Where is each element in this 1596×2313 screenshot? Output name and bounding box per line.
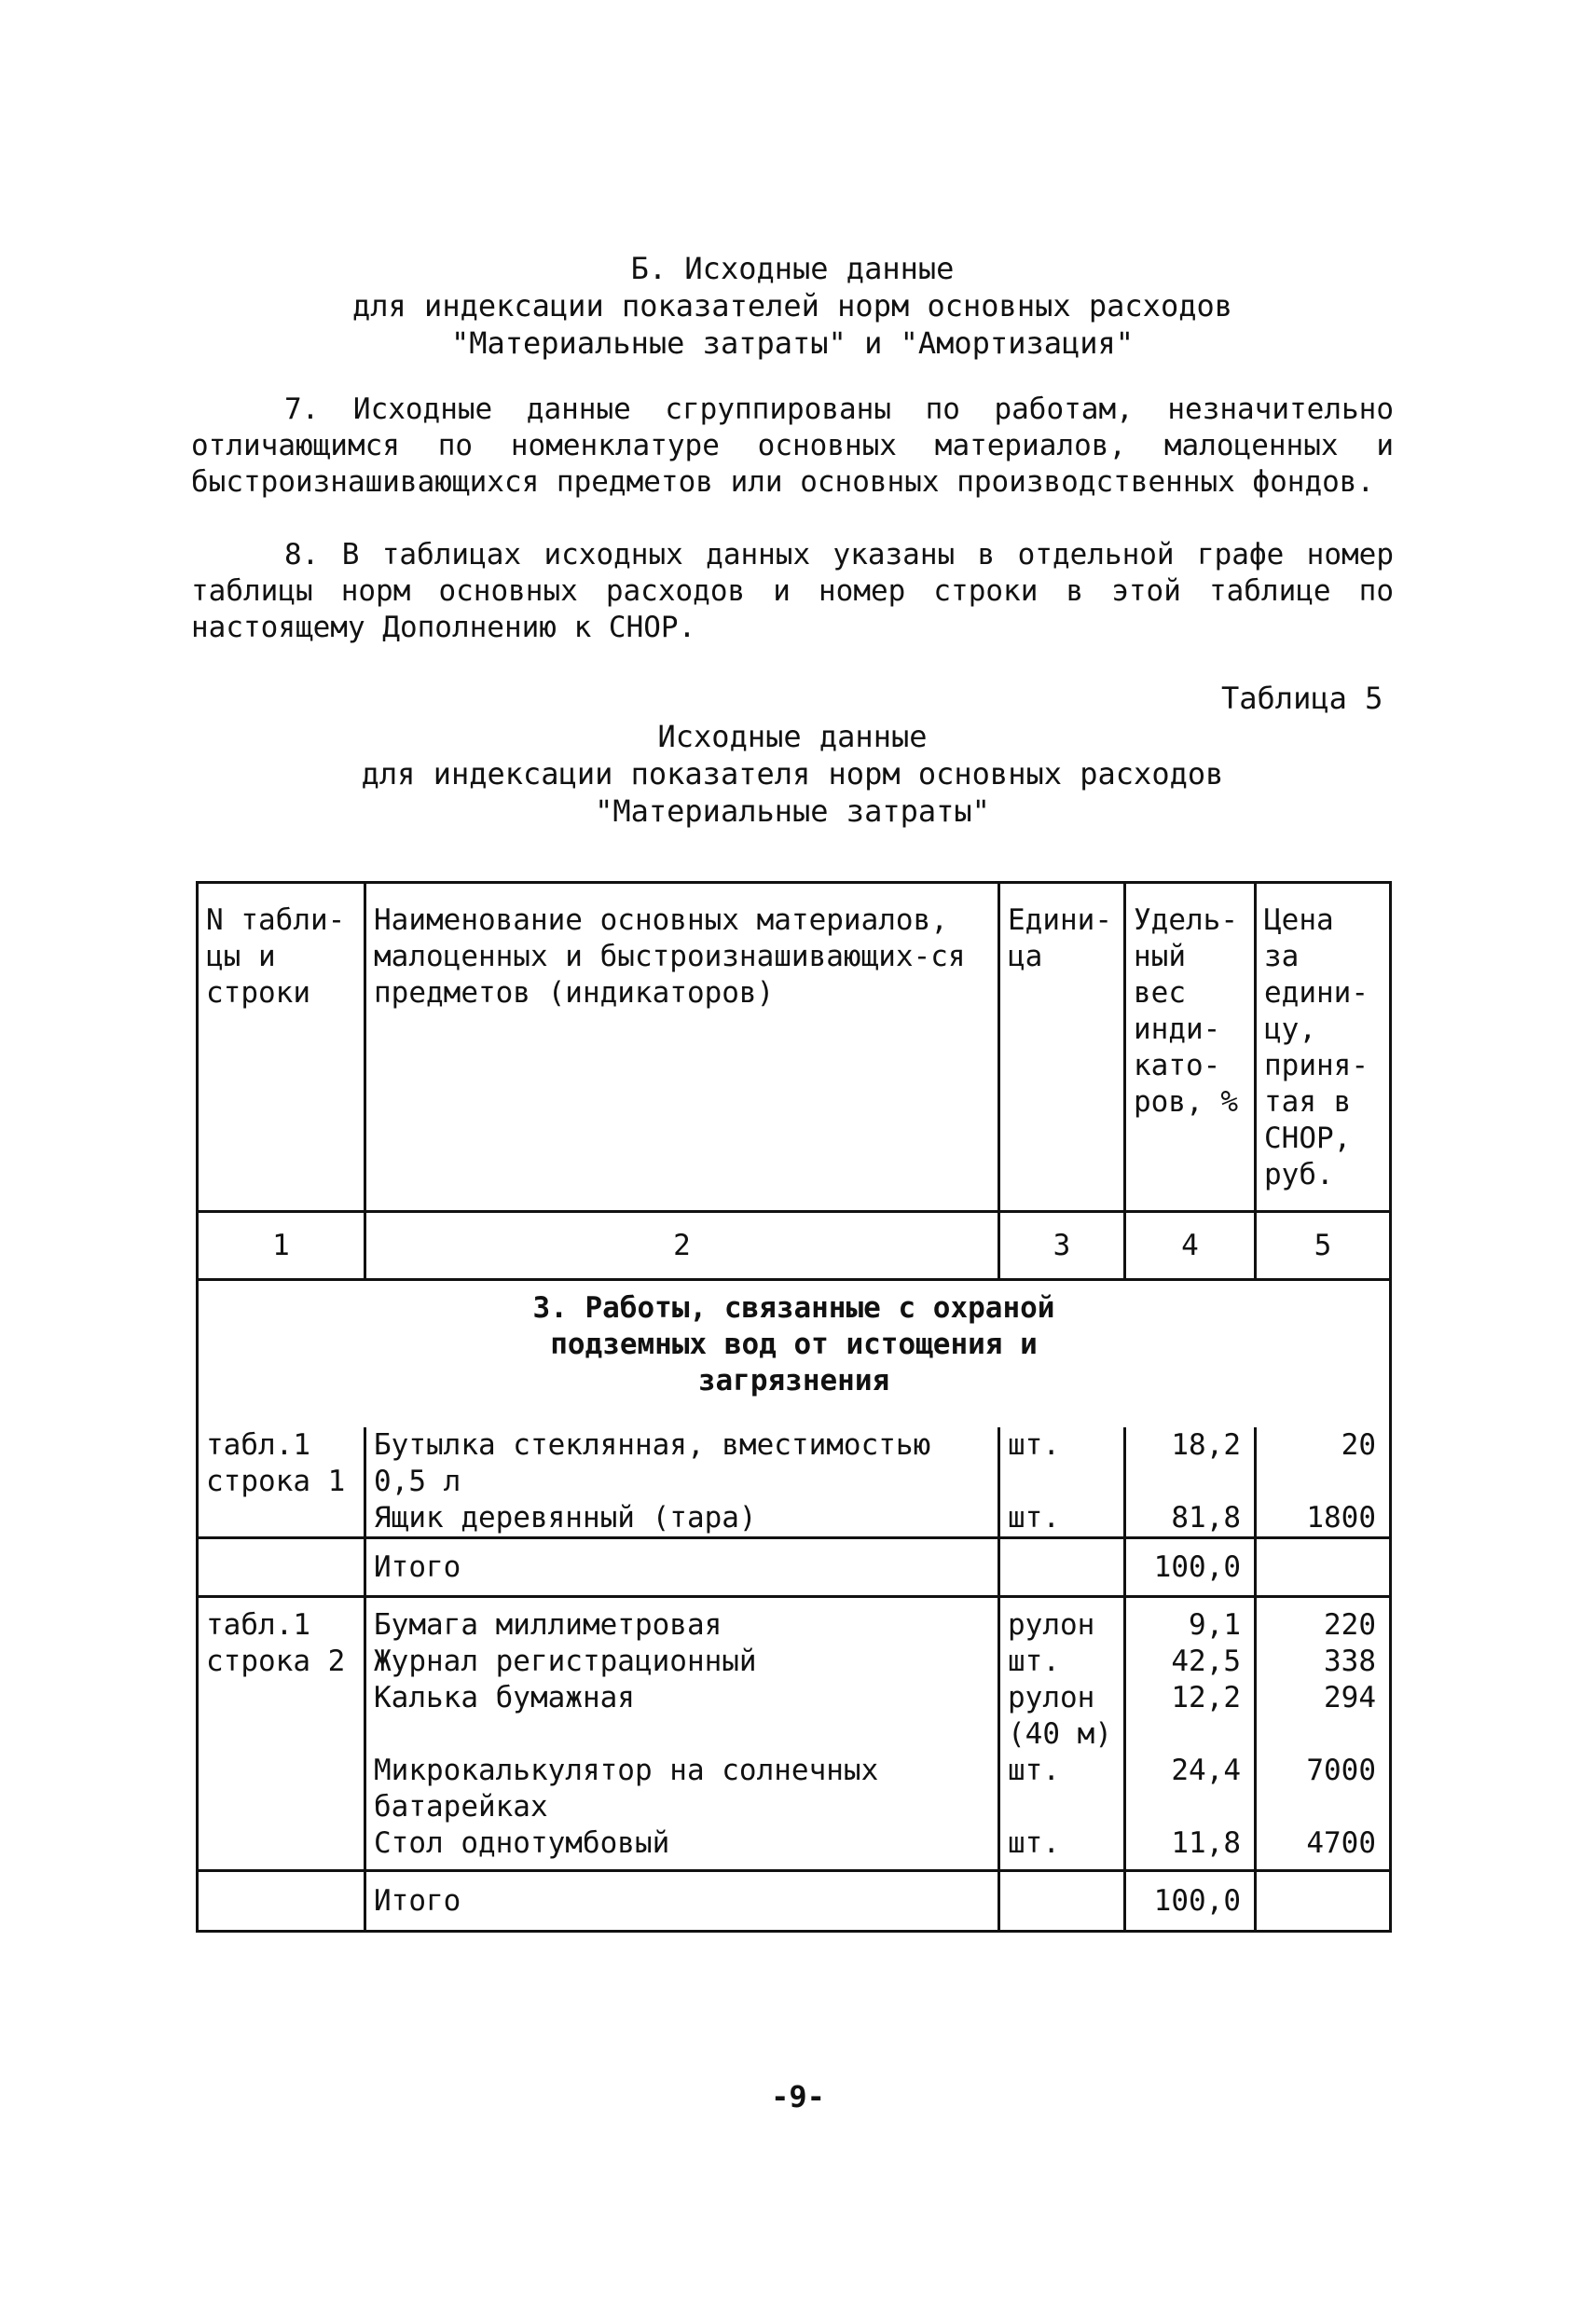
table-row — [198, 1825, 1391, 1871]
item-price: 20 — [1256, 1427, 1391, 1500]
page-number: -9- — [771, 2079, 825, 2114]
paragraph-7 — [191, 392, 1394, 501]
table-title-line2: для индексации показателя норм основных расходов — [361, 756, 1224, 792]
item-price: 294 — [1256, 1680, 1391, 1753]
table-row — [198, 1597, 1391, 1645]
section-title — [198, 1280, 1391, 1428]
item-weight: 11,8 — [1125, 1825, 1256, 1871]
section-heading — [186, 250, 1398, 362]
item-unit: шт. — [999, 1500, 1125, 1538]
table-row — [198, 1644, 1391, 1680]
column-number: 1 — [198, 1212, 365, 1280]
table-label: Таблица 5 — [1221, 681, 1383, 716]
total-row — [198, 1538, 1391, 1597]
section-heading-line3: "Материальные затраты" и "Амортизация" — [450, 325, 1135, 361]
item-weight: 81,8 — [1125, 1500, 1256, 1538]
section-heading-line2: для индексации показателей норм основных расходов — [351, 288, 1232, 324]
total-label: Итого — [365, 1871, 999, 1932]
table-row — [198, 1753, 1391, 1825]
item-weight: 9,1 — [1125, 1597, 1256, 1645]
item-name: Бутылка стеклянная, вместимостью 0,5 л — [365, 1427, 999, 1500]
column-number: 3 — [999, 1212, 1125, 1280]
section-heading-line1: Б. Исходные данные — [630, 251, 955, 286]
materials-table — [196, 881, 1392, 1933]
section-title-text: 3. Работы, связанные с охраной подземных вод от истощения и загрязнения — [532, 1291, 1055, 1397]
header-cell-name: Наименование основных материалов, малоценных и быстроизнашивающих-ся предметов (индикаторов) — [365, 883, 999, 1212]
total-weight: 100,0 — [1125, 1871, 1256, 1932]
item-name: Бумага миллиметровая — [365, 1597, 999, 1645]
table-title-line1: Исходные данные — [657, 719, 928, 754]
table-row — [198, 1500, 1391, 1538]
item-unit: шт. — [999, 1644, 1125, 1680]
item-unit: шт. — [999, 1825, 1125, 1871]
group-ref: табл.1 строка 1 — [198, 1427, 365, 1538]
item-unit: шт. — [999, 1753, 1125, 1825]
header-cell-weight: Удель-ный вес инди-като-ров, % — [1125, 883, 1256, 1212]
table-row — [198, 1680, 1391, 1753]
item-price: 220 — [1256, 1597, 1391, 1645]
item-price: 338 — [1256, 1644, 1391, 1680]
paragraph-7-text: 7. Исходные данные сгруппированы по работам, незначительно отличающимся по номенклатуре основных материалов, малоценных и быстроизнашивающихся предметов или основных производственных фондов. — [191, 392, 1394, 499]
item-unit: шт. — [999, 1427, 1125, 1500]
table-header-row — [198, 883, 1391, 1212]
column-number-row — [198, 1212, 1391, 1280]
header-cell-price: Цена за едини-цу, приня-тая в СНОР, руб. — [1256, 883, 1391, 1212]
total-weight: 100,0 — [1125, 1538, 1256, 1597]
item-weight: 12,2 — [1125, 1680, 1256, 1753]
item-price: 7000 — [1256, 1753, 1391, 1825]
column-number: 4 — [1125, 1212, 1256, 1280]
item-price: 1800 — [1256, 1500, 1391, 1538]
item-name: Журнал регистрационный — [365, 1644, 999, 1680]
total-label: Итого — [365, 1538, 999, 1597]
column-number: 5 — [1256, 1212, 1391, 1280]
table-row — [198, 1427, 1391, 1500]
table-title-line3: "Материальные затраты" — [595, 793, 990, 829]
item-unit: рулон — [999, 1597, 1125, 1645]
item-weight: 24,4 — [1125, 1753, 1256, 1825]
header-cell-ref: N табли-цы и строки — [198, 883, 365, 1212]
item-weight: 42,5 — [1125, 1644, 1256, 1680]
item-name: Ящик деревянный (тара) — [365, 1500, 999, 1538]
group-ref: табл.1 строка 2 — [198, 1597, 365, 1871]
item-price: 4700 — [1256, 1825, 1391, 1871]
total-row — [198, 1871, 1391, 1932]
paragraph-8-text: 8. В таблицах исходных данных указаны в отдельной графе номер таблицы норм основных расходов и номер строки в этой таблице по настоящему Дополнению к СНОР. — [191, 538, 1394, 644]
item-weight: 18,2 — [1125, 1427, 1256, 1500]
item-name: Стол однотумбовый — [365, 1825, 999, 1871]
paragraph-8 — [191, 537, 1394, 646]
column-number: 2 — [365, 1212, 999, 1280]
section-row — [198, 1280, 1391, 1428]
table-title — [186, 718, 1398, 830]
header-cell-unit: Едини-ца — [999, 883, 1125, 1212]
item-name: Микрокалькулятор на солнечных батарейках — [365, 1753, 999, 1825]
item-unit: рулон (40 м) — [999, 1680, 1125, 1753]
item-name: Калька бумажная — [365, 1680, 999, 1753]
